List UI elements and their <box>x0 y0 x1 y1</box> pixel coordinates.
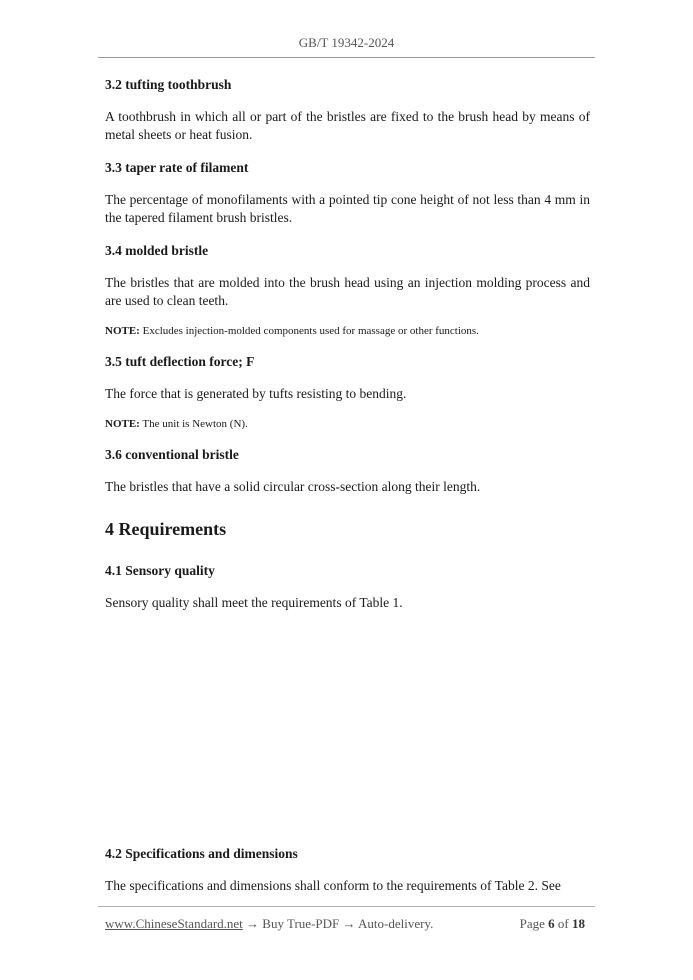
note-label: NOTE: <box>105 325 140 337</box>
page-label: Page <box>519 916 545 931</box>
note-label: NOTE: <box>105 418 140 430</box>
note-3-4 <box>105 323 590 339</box>
total-pages: 18 <box>572 916 585 931</box>
footer-rule <box>98 906 595 907</box>
term-heading-3-5: 3.5 tuft deflection force; F <box>105 354 255 369</box>
of-label: of <box>557 916 569 931</box>
term-heading-3-3: 3.3 taper rate of filament <box>105 160 249 175</box>
buy-pdf-text: Buy True-PDF <box>262 916 340 931</box>
footer-links <box>105 916 433 932</box>
section-heading-4: 4 Requirements <box>105 519 227 539</box>
arrow-icon: → <box>342 916 356 931</box>
note-text: The unit is Newton (N). <box>142 418 248 430</box>
note-text: Excludes injection-molded components used for massage or other functions. <box>142 325 479 337</box>
blank-space <box>105 627 590 845</box>
clause-text-4-2: The specifications and dimensions shall conform to the requirements of Table 2. See <box>105 878 561 893</box>
clause-heading-4-1: 4.1 Sensory quality <box>105 563 215 578</box>
term-definition-3-3: The percentage of monofilaments with a pointed tip cone height of not less than 4 mm in the tapered filament brush bristles. <box>105 192 590 225</box>
term-heading-3-2: 3.2 tufting toothbrush <box>105 77 232 92</box>
term-definition-3-6: The bristles that have a solid circular cross-section along their length. <box>105 479 481 494</box>
clause-text-4-1: Sensory quality shall meet the requirements of Table 1. <box>105 595 403 610</box>
document-body <box>105 76 590 910</box>
site-link[interactable]: www.ChineseStandard.net <box>105 916 243 931</box>
arrow-icon: → <box>246 916 260 931</box>
note-3-5 <box>105 416 590 432</box>
page-number: 6 <box>548 916 555 931</box>
clause-heading-4-2: 4.2 Specifications and dimensions <box>105 846 298 861</box>
term-definition-3-2: A toothbrush in which all or part of the bristles are fixed to the brush head by means of metal sheets or heat fusion. <box>105 109 590 142</box>
term-definition-3-5: The force that is generated by tufts resisting to bending. <box>105 386 407 401</box>
header-rule <box>98 57 595 58</box>
term-heading-3-6: 3.6 conventional bristle <box>105 447 239 462</box>
term-definition-3-4: The bristles that are molded into the brush head using an injection molding process and are used to clean teeth. <box>105 275 590 308</box>
term-heading-3-4: 3.4 molded bristle <box>105 243 209 258</box>
page-header: GB/T 19342-2024 <box>298 35 395 50</box>
page-indicator <box>520 916 585 932</box>
auto-delivery-text: Auto-delivery. <box>358 916 434 931</box>
